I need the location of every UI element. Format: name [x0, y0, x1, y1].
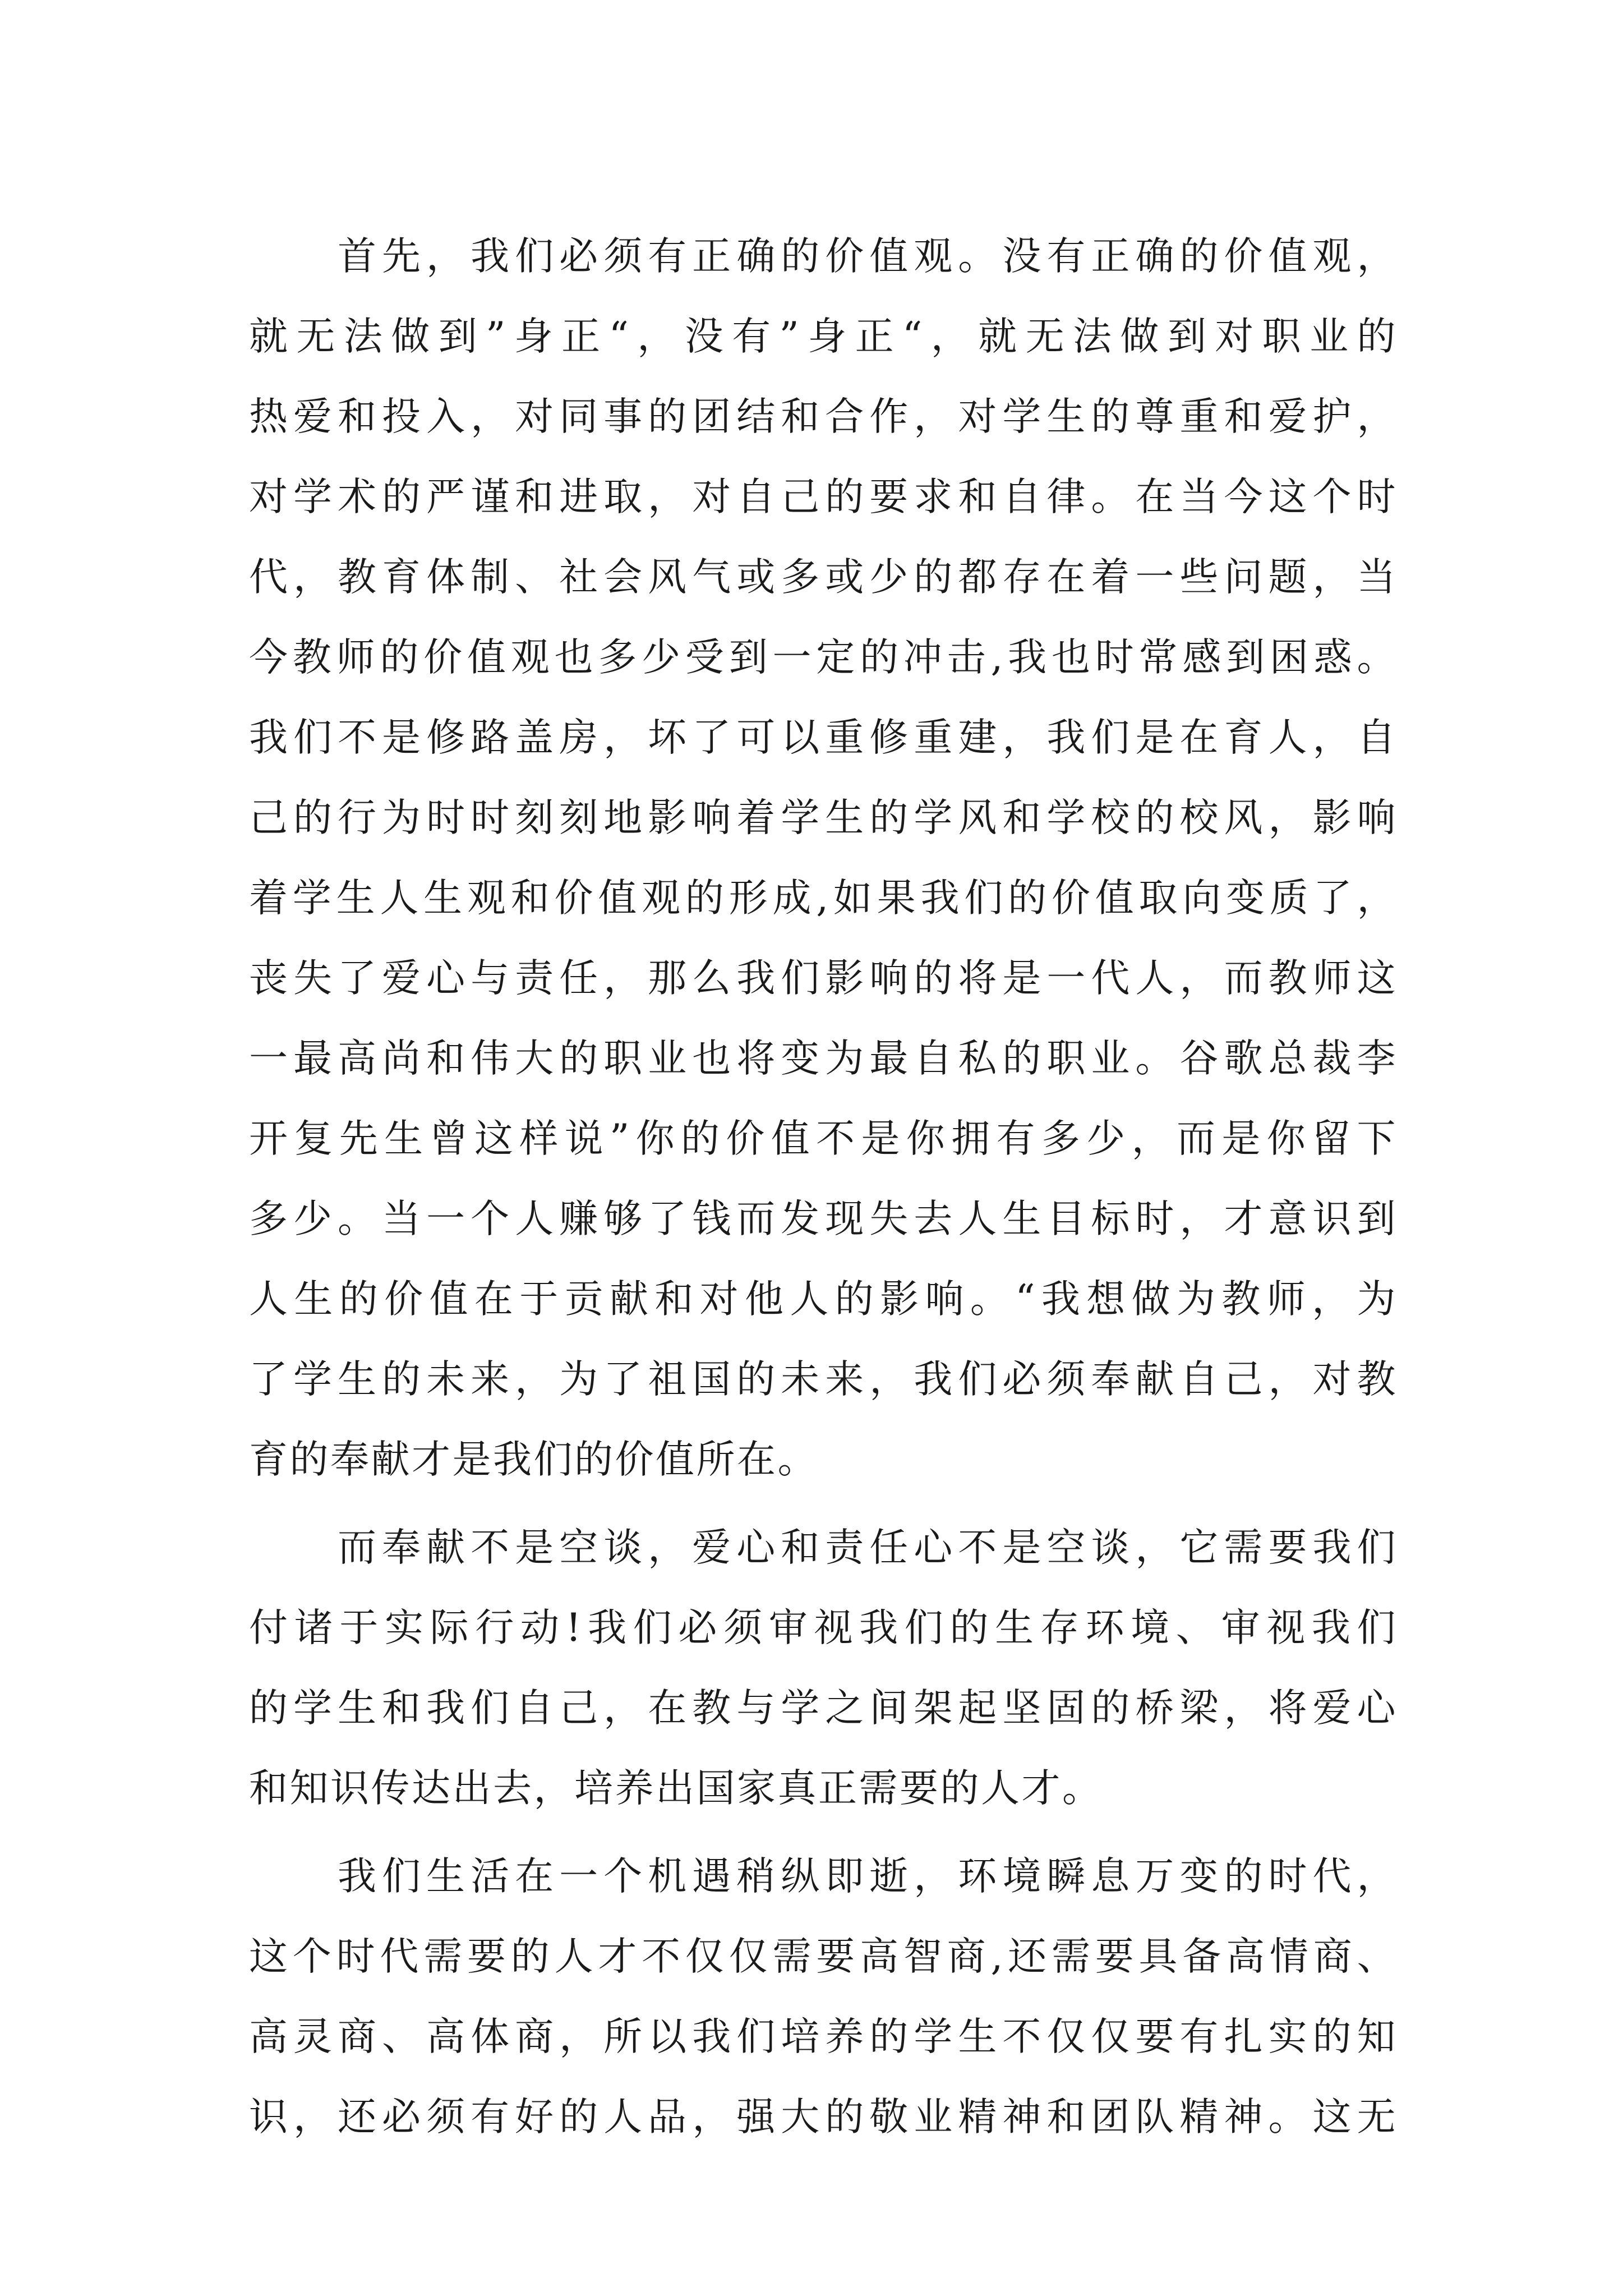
- paragraph-1-line-15: 了学生的未来，为了祖国的未来，我们必须奉献自己，对教: [249, 1357, 1398, 1402]
- paragraph-3-line-3: 高灵商、高体商，所以我们培养的学生不仅仅要有扎实的知: [249, 2014, 1398, 2059]
- paragraph-1-line-11: 一最高尚和伟大的职业也将变为最自私的职业。谷歌总裁李: [249, 1036, 1398, 1081]
- paragraph-1-line-6: 今教师的价值观也多少受到一定的冲击,我也时常感到困惑。: [249, 635, 1398, 680]
- body-text: [249, 217, 1398, 2157]
- paragraph-1-line-4: 对学术的严谨和进取，对自己的要求和自律。在当今这个时: [249, 475, 1398, 519]
- paragraph-1-line-14: 人生的价值在于贡献和对他人的影响。“我想做为教师，为: [249, 1277, 1398, 1322]
- paragraph-1-line-9: 着学生人生观和价值观的形成,如果我们的价值取向变质了，: [249, 876, 1398, 921]
- paragraph-1-line-16: 育的奉献才是我们的价值所在。: [249, 1437, 818, 1482]
- paragraph-1-line-8: 己的行为时时刻刻地影响着学生的学风和学校的校风，影响: [249, 795, 1398, 840]
- paragraph-2-line-3: 的学生和我们自己，在教与学之间架起坚固的桥梁，将爱心: [249, 1686, 1398, 1731]
- paragraph-2-line-4: 和知识传达出去，培养出国家真正需要的人才。: [249, 1766, 1103, 1811]
- paragraph-1-line-5: 代，教育体制、社会风气或多或少的都存在着一些问题，当: [249, 555, 1398, 600]
- paragraph-1-line-13: 多少。当一个人赚够了钱而发现失去人生目标时，才意识到: [249, 1197, 1398, 1241]
- paragraph-1-line-1: 首先，我们必须有正确的价值观。没有正确的价值观，: [338, 234, 1398, 279]
- paragraph-2-line-2: 付诸于实际行动!我们必须审视我们的生存环境、审视我们: [249, 1605, 1398, 1650]
- paragraph-1-line-7: 我们不是修路盖房，坏了可以重修重建，我们是在育人，自: [249, 715, 1398, 760]
- paragraph-1-line-3: 热爱和投入，对同事的团结和合作，对学生的尊重和爱护，: [249, 394, 1398, 439]
- paragraph-1-line-2: 就无法做到”身正“，没有”身正“，就无法做到对职业的: [249, 314, 1398, 359]
- paragraph-1-line-12: 开复先生曾这样说”你的价值不是你拥有多少，而是你留下: [249, 1116, 1398, 1161]
- paragraph-3-line-2: 这个时代需要的人才不仅仅需要高智商,还需要具备高情商、: [249, 1934, 1398, 1979]
- paragraph-3-line-1: 我们生活在一个机遇稍纵即逝，环境瞬息万变的时代，: [338, 1854, 1398, 1899]
- paragraph-1-line-10: 丧失了爱心与责任，那么我们影响的将是一代人，而教师这: [249, 956, 1398, 1001]
- paragraph-2-line-1: 而奉献不是空谈，爱心和责任心不是空谈，它需要我们: [338, 1525, 1398, 1570]
- paragraph-3-line-4: 识，还必须有好的人品，强大的敬业精神和团队精神。这无: [249, 2095, 1398, 2139]
